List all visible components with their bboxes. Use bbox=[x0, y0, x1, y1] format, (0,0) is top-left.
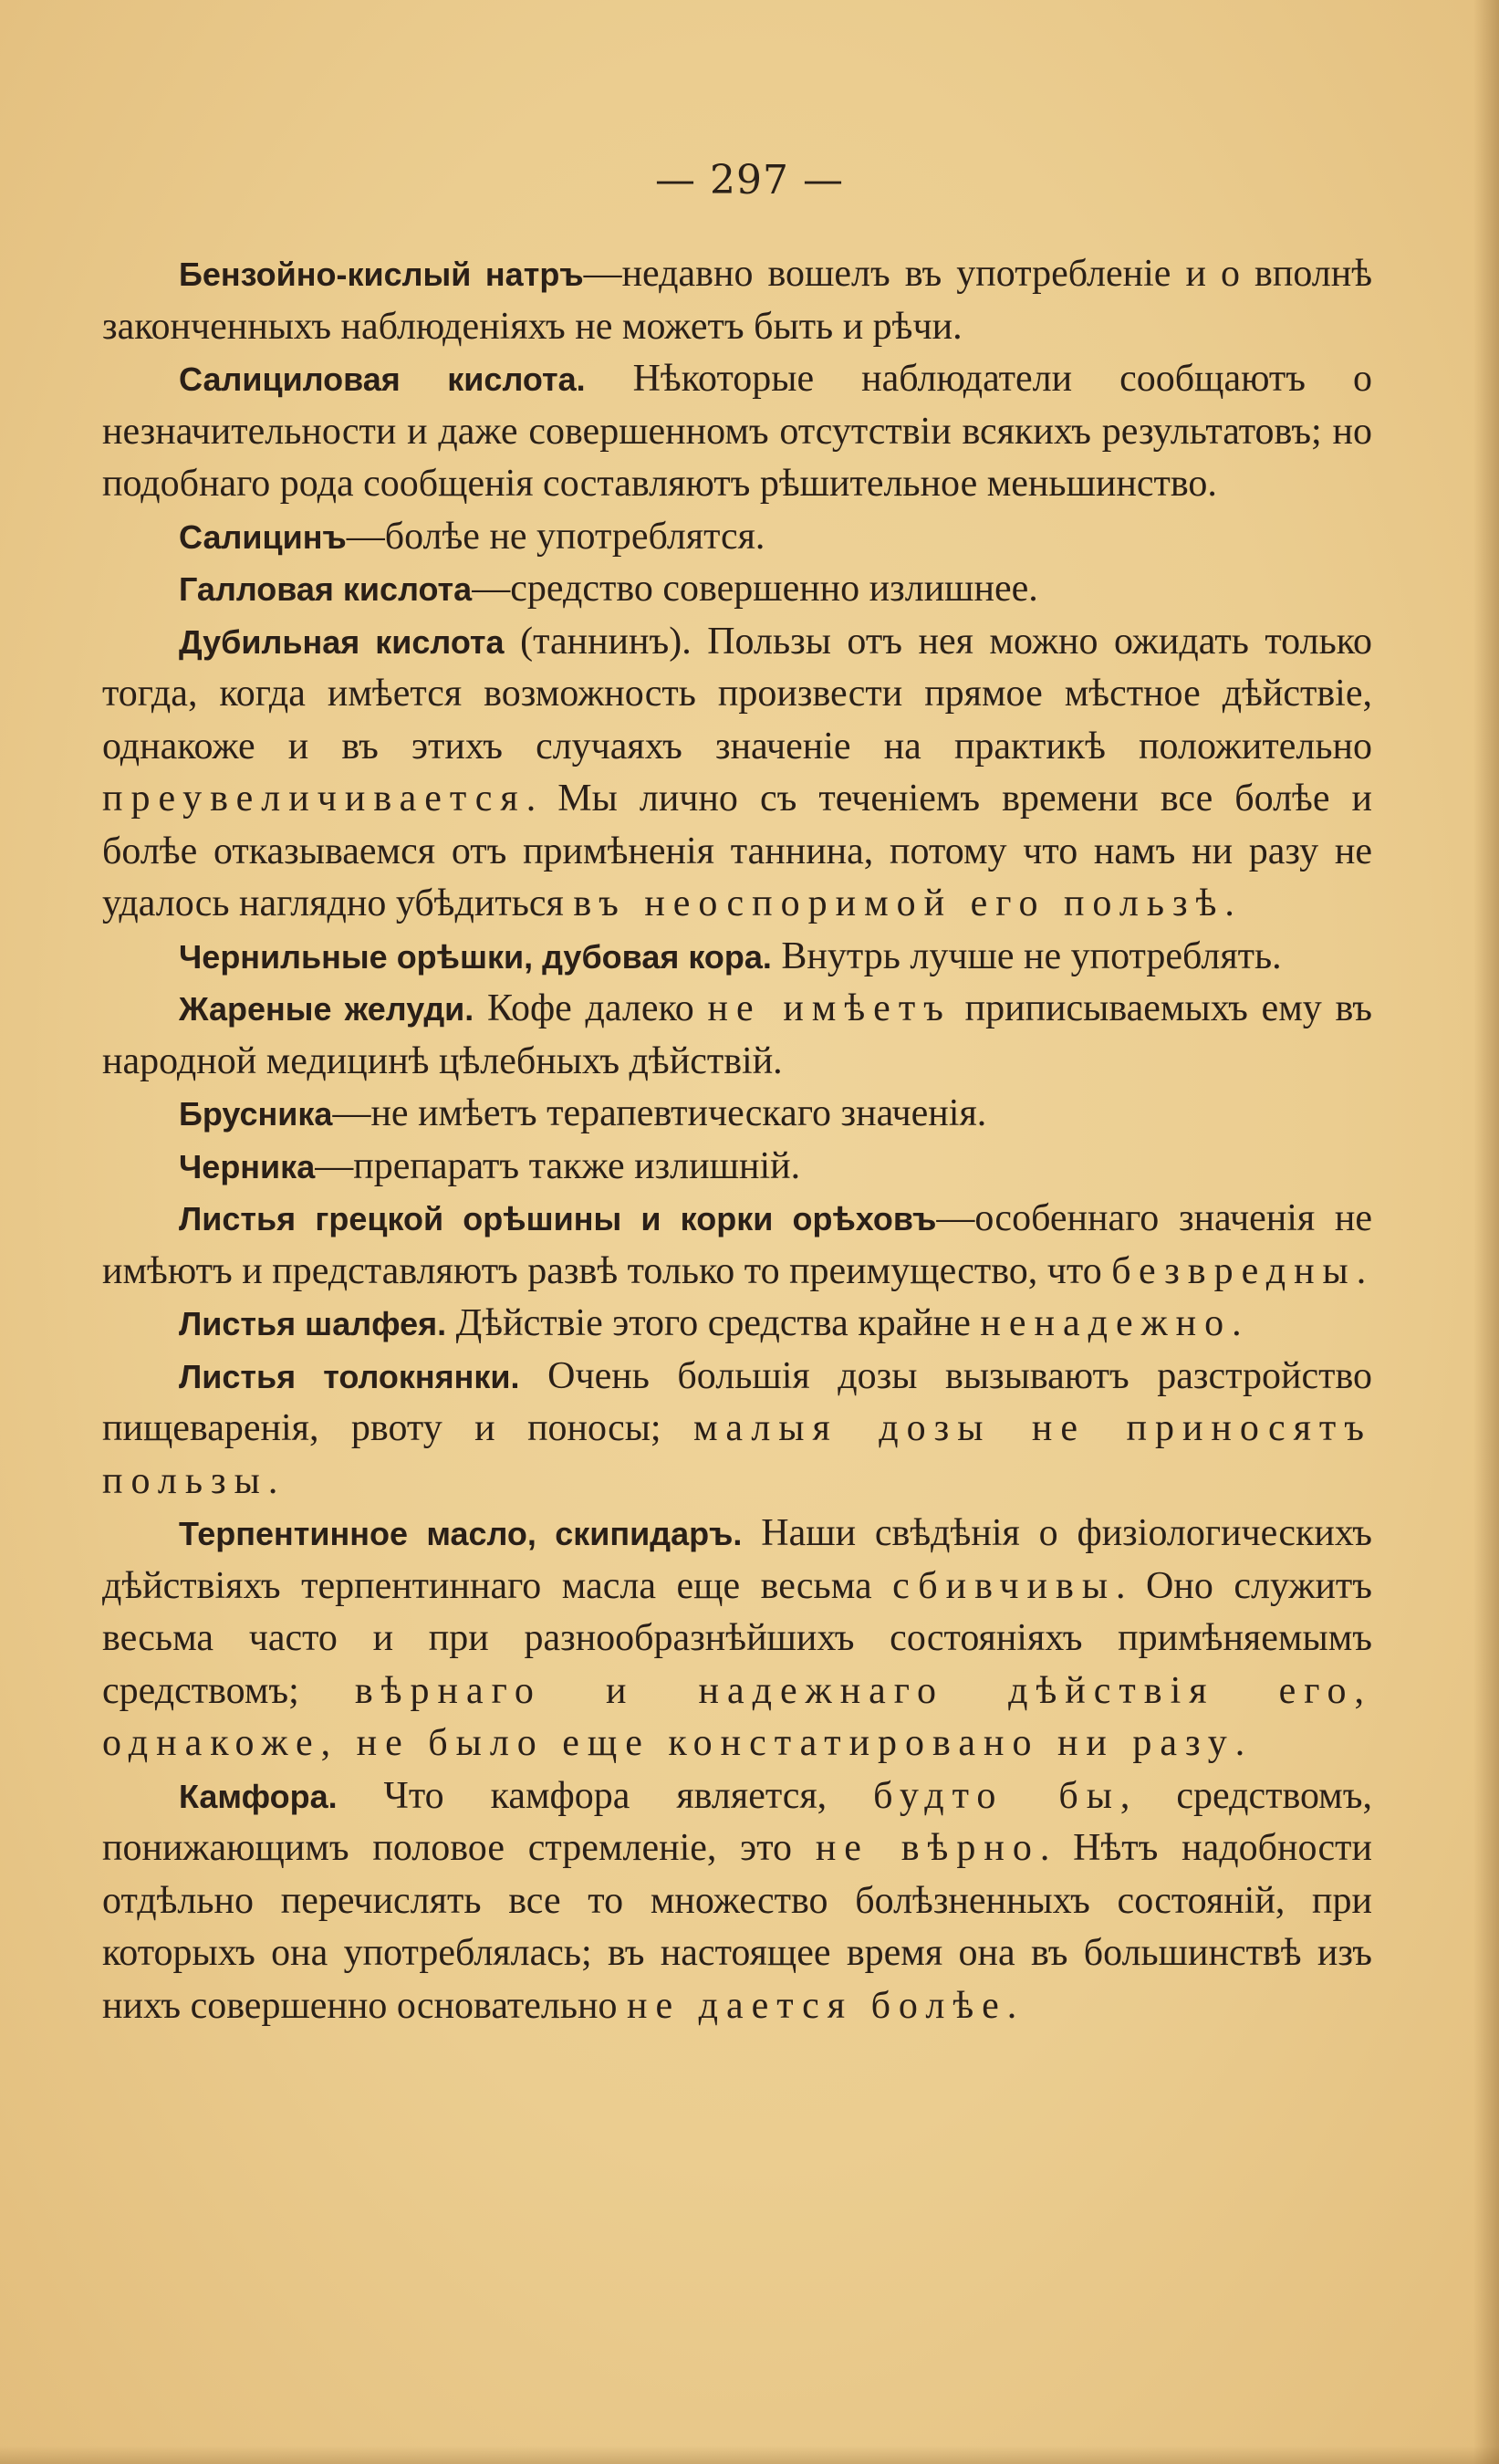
paragraph-salicin bbox=[102, 511, 1372, 564]
paragraph-text: . bbox=[1006, 1984, 1017, 2027]
paragraph-tannic-acid bbox=[102, 616, 1372, 931]
paragraph-text: —особеннаго значенія не имѣютъ и представляютъ развѣ только то преимущество, что bbox=[102, 1197, 1373, 1292]
paragraph-text: . bbox=[1232, 1302, 1242, 1344]
term-heading: Чернильные орѣшки, дубовая кора. bbox=[179, 937, 772, 976]
paragraph-text: приписываемыхъ ему въ народной медицинѣ цѣлебныхъ дѣйствій. bbox=[102, 987, 1372, 1082]
paragraph-text: Внутрь лучше не употреблять. bbox=[771, 934, 1282, 977]
paragraph-text: (таннинъ). Пользы отъ нея можно ожидать только тогда, когда имѣется возможность произвести прямое мѣстное дѣйствіе, однакоже и въ этихъ случаяхъ значеніе на практикѣ положительно bbox=[102, 620, 1372, 767]
paragraph-text: . bbox=[1356, 1249, 1367, 1292]
paragraph-text: Нѣкоторые наблюдатели сообщаютъ о незначительности и даже совершенномъ отсутствіи всякихъ результатовъ; но подобнаго рода сообщенія составляютъ рѣшительное меньшинство. bbox=[102, 358, 1373, 505]
paragraph-gallic-acid bbox=[102, 563, 1372, 616]
paragraph-text: . Мы лично съ теченіемъ времени все болѣе и болѣе отказываемся отъ примѣненія таннина, потому что намъ ни разу не удалось наглядно убѣдиться bbox=[102, 778, 1372, 924]
text-body bbox=[102, 248, 1372, 2032]
spaced-emphasis: безвредны bbox=[1111, 1249, 1357, 1292]
paragraph-turpentine bbox=[102, 1508, 1372, 1770]
term-heading: Листья шалфея. bbox=[179, 1305, 447, 1342]
paragraph-text: Дѣйствіе этого средства крайне bbox=[446, 1302, 981, 1344]
term-heading: Листья грецкой орѣшины и корки орѣховъ bbox=[179, 1200, 937, 1237]
paragraph-sage-leaves bbox=[102, 1298, 1372, 1351]
paragraph-text: —препаратъ также излишній. bbox=[315, 1144, 801, 1187]
spaced-emphasis: не вѣрно bbox=[815, 1827, 1040, 1869]
term-heading: Брусника bbox=[179, 1095, 333, 1133]
paragraph-salicylic-acid bbox=[102, 353, 1372, 511]
paragraph-sodium-benzoate bbox=[102, 248, 1372, 353]
paragraph-text: Что камфора является, bbox=[337, 1774, 874, 1817]
term-heading: Жареные желуди. bbox=[179, 990, 474, 1028]
page-number: — 297 — bbox=[655, 157, 844, 204]
paragraph-ink-nuts bbox=[102, 931, 1372, 984]
term-heading: Черника bbox=[179, 1147, 316, 1185]
paragraph-text: —болѣе не употреблятся. bbox=[346, 515, 765, 558]
paragraph-text: Наши свѣдѣнія о физіологическихъ дѣйствіяхъ терпентиннаго масла еще весьма bbox=[102, 1512, 1373, 1607]
paragraph-text: , средствомъ, понижающимъ половое стремленіе, это bbox=[102, 1774, 1372, 1869]
term-heading: Галловая кислота bbox=[179, 570, 473, 608]
spaced-emphasis: не дается болѣе bbox=[626, 1984, 1007, 2027]
term-heading: Салициловая кислота. bbox=[179, 360, 586, 398]
paragraph-text: —средство совершенно излишнее. bbox=[472, 568, 1038, 610]
paragraph-lingonberry bbox=[102, 1088, 1372, 1141]
paragraph-text: . Нѣтъ надобности отдѣльно перечислять все то множество болѣзненныхъ состояній, при которыхъ она употреблялась; въ настоящее время она въ большинствѣ изъ нихъ совершенно основательно bbox=[102, 1827, 1373, 2027]
spaced-emphasis: малыя дозы не приносятъ пользы bbox=[102, 1407, 1372, 1502]
paragraph-text: . bbox=[267, 1459, 278, 1502]
spaced-emphasis: сбивчивы bbox=[892, 1564, 1117, 1607]
paragraph-text: Очень большія дозы вызываютъ разстройство пищеваренія, рвоту и поносы; bbox=[102, 1354, 1373, 1449]
paragraph-text: —не имѣетъ терапевтическаго значенія. bbox=[332, 1092, 987, 1134]
term-heading: Бензойно-кислый натръ bbox=[179, 256, 584, 293]
paragraph-camphor bbox=[102, 1770, 1372, 2033]
term-heading: Салицинъ bbox=[179, 517, 347, 556]
paragraph-text: . bbox=[1234, 1722, 1245, 1764]
paragraph-text: Кофе далеко bbox=[474, 987, 708, 1029]
page-bottom-edge bbox=[0, 2446, 1499, 2464]
spaced-emphasis: вѣрнаго и надежнаго дѣйствія его, однакоже, не было еще констатировано ни разу bbox=[102, 1669, 1372, 1764]
term-heading: Листья толокнянки. bbox=[179, 1357, 520, 1395]
page-spine-shadow bbox=[1473, 0, 1499, 2464]
spaced-emphasis: въ неоспоримой его пользѣ bbox=[573, 882, 1225, 924]
term-heading: Терпентинное масло, скипидаръ. bbox=[179, 1515, 743, 1552]
paragraph-text: . bbox=[1224, 882, 1234, 924]
spaced-emphasis: преувеличивается bbox=[102, 778, 526, 820]
paragraph-roasted-acorns bbox=[102, 983, 1372, 1088]
term-heading: Камфора. bbox=[179, 1777, 338, 1815]
paragraph-bearberry-leaves bbox=[102, 1351, 1372, 1509]
spaced-emphasis: не имѣетъ bbox=[707, 987, 952, 1029]
paragraph-text: . Оно служитъ весьма часто и при разнообразнѣйшихъ состояніяхъ примѣняемымъ средствомъ; bbox=[102, 1564, 1372, 1712]
term-heading: Дубильная кислота bbox=[179, 622, 505, 661]
paragraph-text: —недавно вошелъ въ употребленіе и о вполнѣ законченныхъ наблюденіяхъ не можетъ быть и рѣчи. bbox=[102, 253, 1373, 348]
spaced-emphasis: будто бы bbox=[873, 1774, 1120, 1817]
paragraph-walnut-leaves bbox=[102, 1193, 1372, 1298]
paragraph-blueberry bbox=[102, 1141, 1372, 1194]
spaced-emphasis: ненадежно bbox=[980, 1302, 1233, 1344]
